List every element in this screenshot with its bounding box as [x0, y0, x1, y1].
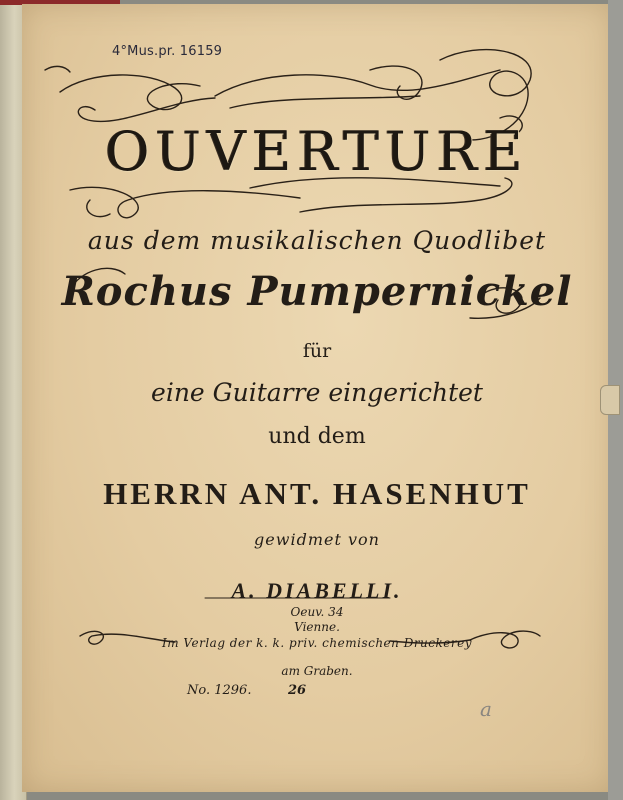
subtitle-line-5: und dem: [268, 424, 366, 449]
subtitle-line-1: aus dem musikalischen Quodlibet: [87, 226, 547, 255]
imprint-publisher: Im Verlag der k. k. priv. chemischen Druckerey: [161, 636, 472, 650]
price-mark: 26: [288, 683, 307, 698]
dedicated-by-label: gewidmet von: [254, 530, 380, 549]
pencil-annotation: a: [480, 697, 492, 721]
imprint-city: Vienne.: [294, 620, 340, 634]
subtitle-line-4: eine Guitarre eingerichtet: [151, 378, 483, 407]
page-title: OUVERTURE: [105, 120, 529, 183]
dedicatee-name: HERRN ANT. HASENHUT: [103, 476, 531, 511]
subtitle-line-2: Rochus Pumpernickel: [61, 268, 573, 315]
subtitle-line-3: für: [302, 340, 332, 362]
plate-number: No. 1296.: [187, 683, 252, 698]
composer-name: A. DIABELLI.: [231, 578, 403, 603]
opus-number: Oeuv. 34: [290, 605, 344, 619]
library-shelfmark-stamp: 4°Mus.pr. 16159: [112, 44, 223, 59]
imprint-street: am Graben.: [281, 664, 353, 678]
